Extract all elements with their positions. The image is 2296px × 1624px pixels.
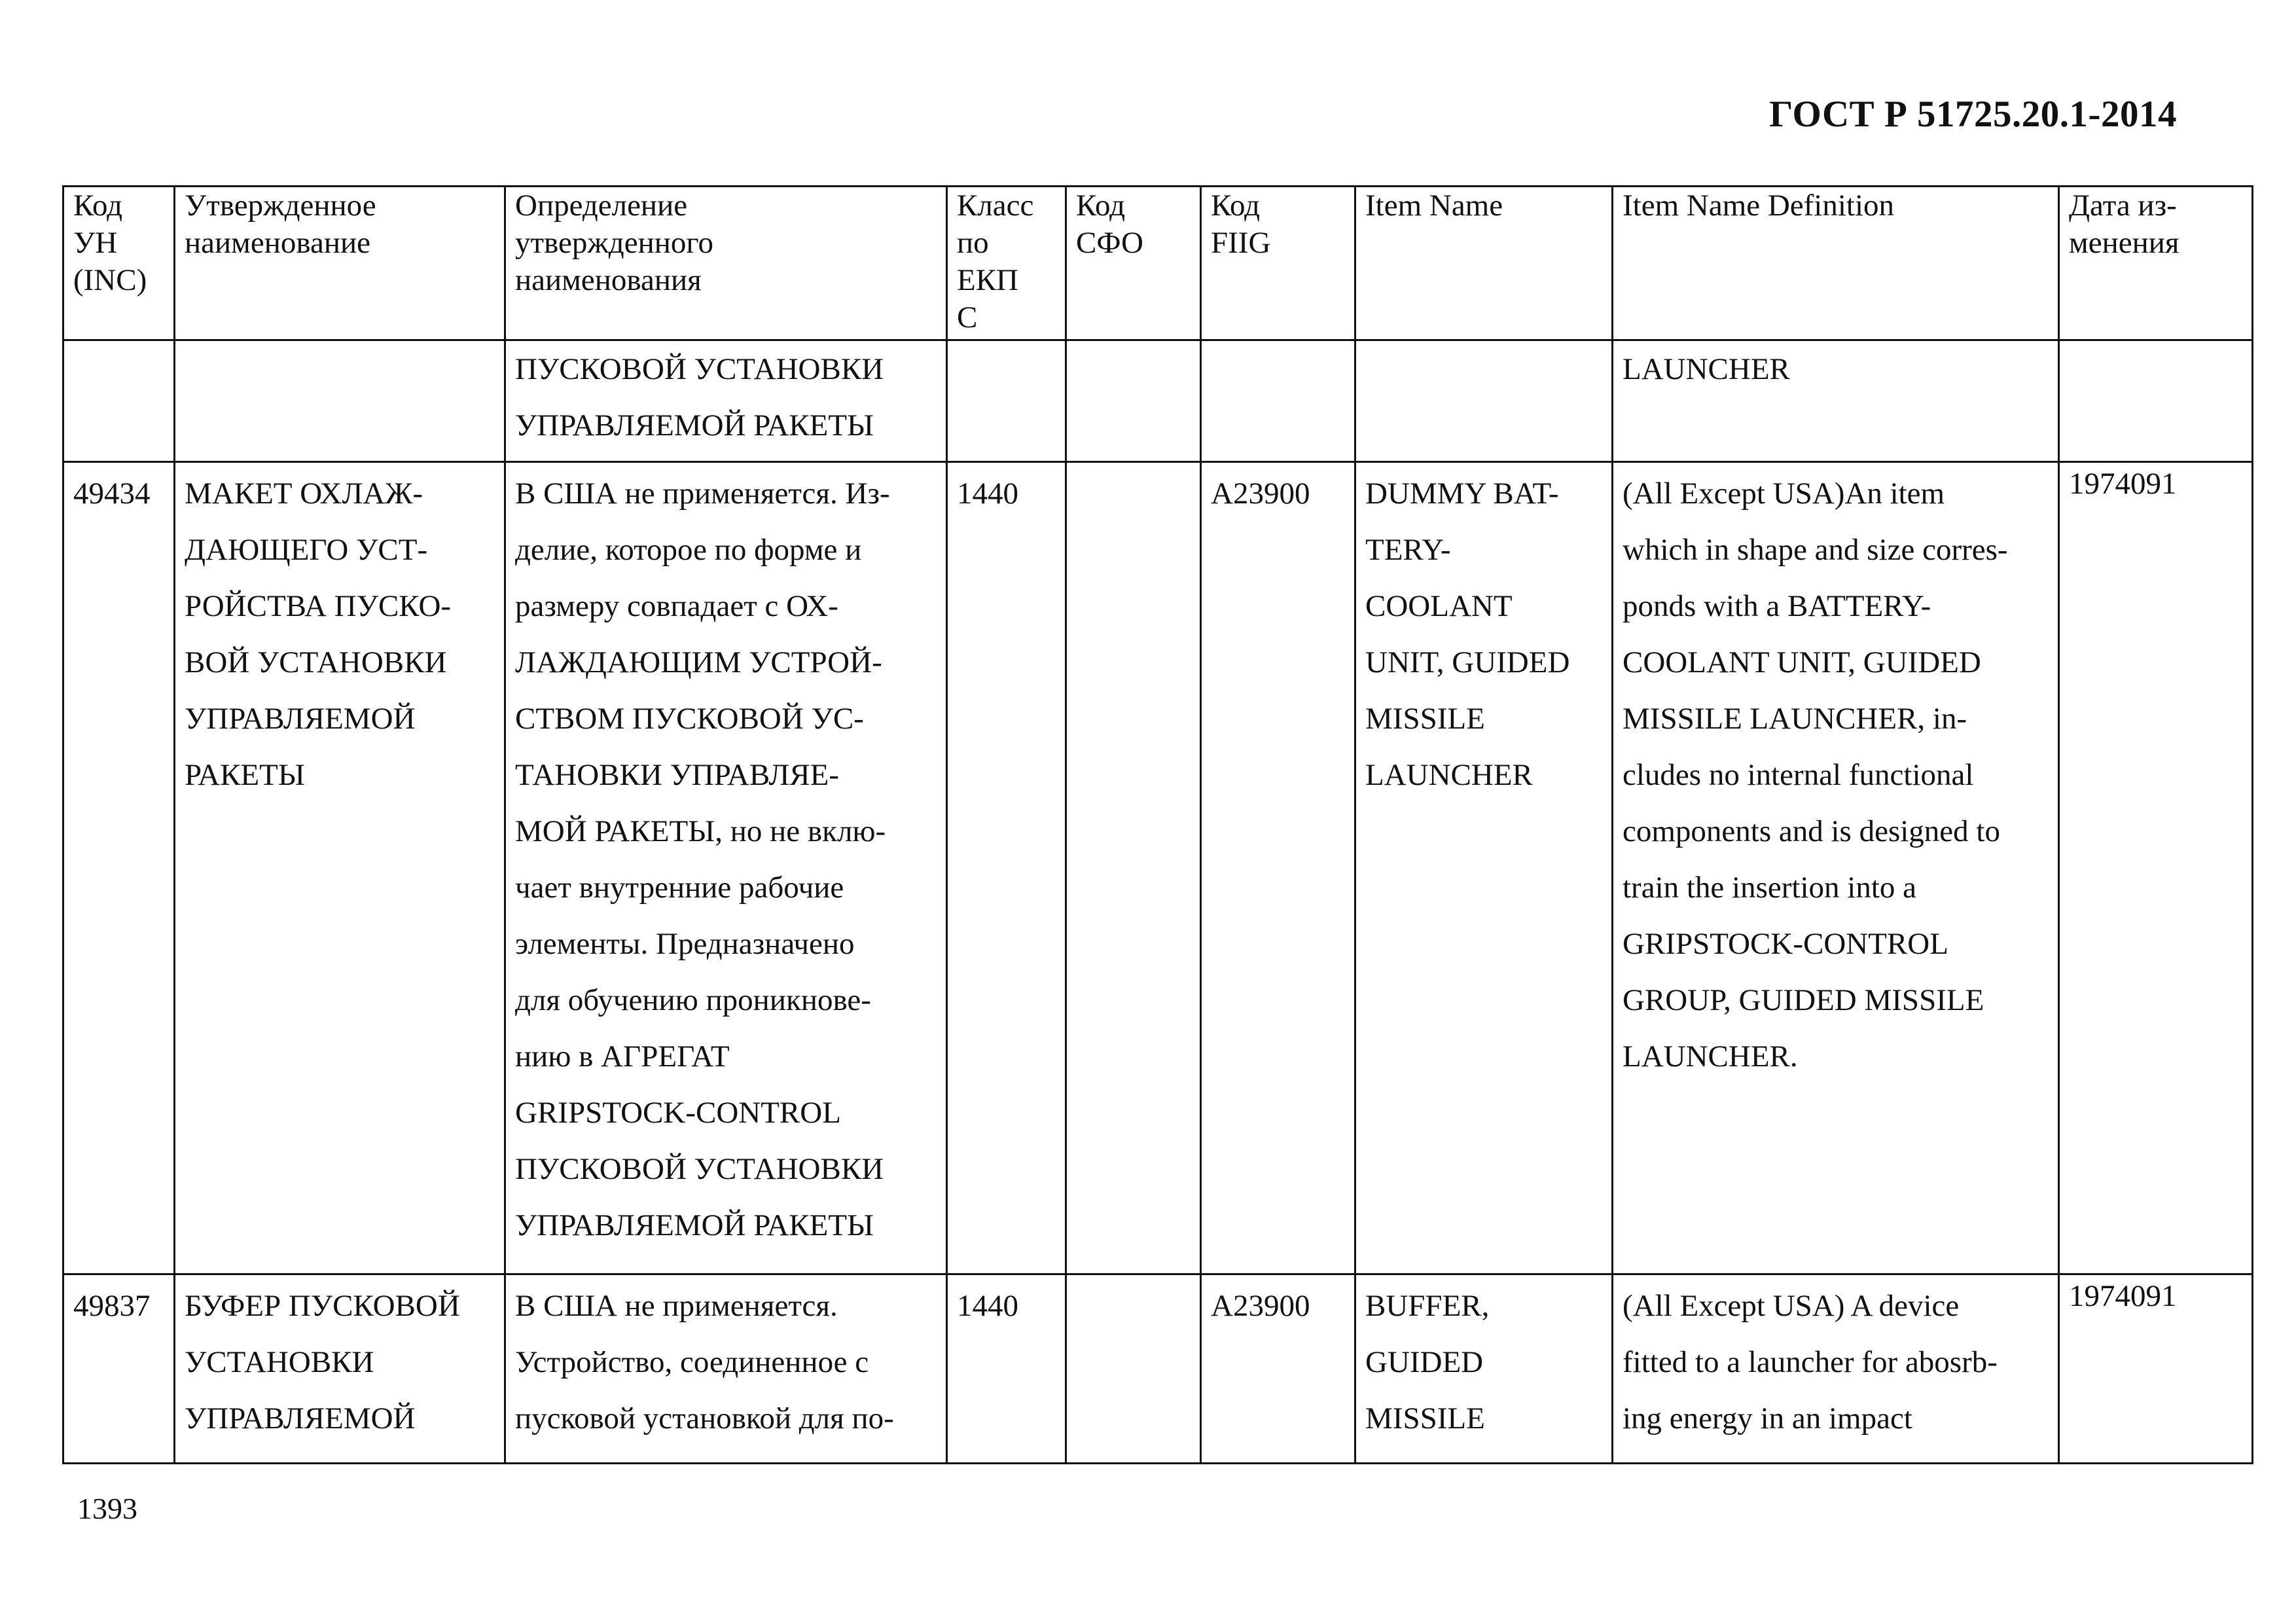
col-item-name-cell bbox=[1355, 1274, 1613, 1464]
cell-text-line: В США не применяется. bbox=[515, 1289, 838, 1323]
col-class-cell bbox=[947, 1274, 1066, 1464]
col-item-def-cell bbox=[1613, 1274, 2059, 1464]
cell-text-line: GROUP, GUIDED MISSILE bbox=[1623, 983, 1984, 1017]
cell-text-line: РАКЕТЫ bbox=[185, 758, 305, 792]
cell-text-line: УСТАНОВКИ bbox=[185, 1345, 374, 1379]
header-line: FIIG bbox=[1211, 226, 1271, 260]
cell-text-line: элементы. Предназначено bbox=[515, 927, 855, 961]
cell-text-line: делие, которое по форме и bbox=[515, 533, 862, 567]
header-line: Код bbox=[73, 189, 123, 223]
cell-text-line: A23900 bbox=[1211, 1289, 1310, 1323]
table-row bbox=[63, 340, 2253, 462]
cell-text-line: ПУСКОВОЙ УСТАНОВКИ bbox=[515, 1152, 884, 1186]
col-fiig-cell bbox=[1201, 340, 1355, 462]
header-line: Код bbox=[1211, 189, 1261, 223]
cell-text-line: для обучению проникнове- bbox=[515, 983, 871, 1017]
header-line: утвержденного bbox=[515, 226, 713, 260]
cell-text-line: (All Except USA)An item bbox=[1623, 477, 1945, 511]
cell-text-line: МАКЕТ ОХЛАЖ- bbox=[185, 477, 423, 511]
cell-text-line: TERY- bbox=[1365, 533, 1451, 567]
cell-text-line: 1974091 bbox=[2069, 467, 2177, 501]
col-class-header bbox=[947, 187, 1066, 340]
cell-text-line: 49434 bbox=[73, 477, 151, 511]
cell-text-line: DUMMY BAT- bbox=[1365, 477, 1559, 511]
header-line: УН bbox=[73, 226, 118, 260]
col-name-cell bbox=[175, 462, 505, 1274]
cell-text-line: пусковой установкой для по- bbox=[515, 1401, 894, 1435]
cell-text-line: 1974091 bbox=[2069, 1279, 2177, 1313]
col-date-cell bbox=[2059, 1274, 2253, 1464]
header-line: менения bbox=[2069, 226, 2179, 260]
col-date-header bbox=[2059, 187, 2253, 340]
cell-text-line: 1440 bbox=[957, 477, 1018, 511]
cell-text-line: СТВОМ ПУСКОВОЙ УС- bbox=[515, 702, 864, 736]
header-line: Дата из- bbox=[2069, 189, 2177, 223]
col-class-cell bbox=[947, 462, 1066, 1274]
col-fiig-cell bbox=[1201, 1274, 1355, 1464]
cell-text-line: МОЙ РАКЕТЫ, но не вклю- bbox=[515, 814, 886, 848]
cell-text-line: A23900 bbox=[1211, 477, 1310, 511]
col-definition-header bbox=[505, 187, 947, 340]
header-line: ЕКП bbox=[957, 263, 1018, 297]
header-line: Определение bbox=[515, 189, 688, 223]
cell-text-line: 49837 bbox=[73, 1289, 151, 1323]
cell-text-line: GRIPSTOCK-CONTROL bbox=[515, 1096, 841, 1130]
col-fiig-header bbox=[1201, 187, 1355, 340]
table-header-row bbox=[63, 187, 2253, 340]
cell-text-line: BUFFER, bbox=[1365, 1289, 1490, 1323]
col-name-cell bbox=[175, 1274, 505, 1464]
cell-text-line: УПРАВЛЯЕМОЙ РАКЕТЫ bbox=[515, 408, 874, 442]
cell-text-line: train the insertion into a bbox=[1623, 871, 1917, 905]
col-item-def-cell bbox=[1613, 340, 2059, 462]
cell-text-line: LAUNCHER bbox=[1623, 352, 1790, 386]
header-line: СФО bbox=[1076, 226, 1143, 260]
cell-text-line: чает внутренние рабочие bbox=[515, 871, 844, 905]
item-name-table bbox=[62, 185, 2253, 1464]
header-line: (INC) bbox=[73, 263, 147, 297]
col-item-name-header bbox=[1355, 187, 1613, 340]
col-name-cell bbox=[175, 340, 505, 462]
header-line: Item Name Definition bbox=[1623, 189, 1895, 223]
header-line: Код bbox=[1076, 189, 1126, 223]
col-sfo-cell bbox=[1066, 462, 1201, 1274]
cell-text-line: Устройство, соединенное с bbox=[515, 1345, 869, 1379]
cell-text-line: нию в АГРЕГАТ bbox=[515, 1039, 730, 1074]
col-inc-cell bbox=[63, 1274, 175, 1464]
col-inc-cell bbox=[63, 340, 175, 462]
col-name-header bbox=[175, 187, 505, 340]
cell-text-line: COOLANT bbox=[1365, 589, 1513, 623]
cell-text-line: MISSILE LAUNCHER, in- bbox=[1623, 702, 1967, 736]
col-inc-header bbox=[63, 187, 175, 340]
cell-text-line: GRIPSTOCK-CONTROL bbox=[1623, 927, 1948, 961]
col-date-cell bbox=[2059, 340, 2253, 462]
cell-text-line: ТАНОВКИ УПРАВЛЯЕ- bbox=[515, 758, 840, 792]
cell-text-line: ЛАЖДАЮЩИМ УСТРОЙ- bbox=[515, 645, 882, 679]
header-line: Класс bbox=[957, 189, 1034, 223]
cell-text-line: УПРАВЛЯЕМОЙ bbox=[185, 702, 416, 736]
cell-text-line: ponds with a BATTERY- bbox=[1623, 589, 1931, 623]
cell-text-line: LAUNCHER. bbox=[1623, 1039, 1798, 1074]
col-class-cell bbox=[947, 340, 1066, 462]
cell-text-line: В США не применяется. Из- bbox=[515, 477, 890, 511]
cell-text-line: fitted to a launcher for abosrb- bbox=[1623, 1345, 1998, 1379]
cell-text-line: MISSILE bbox=[1365, 1401, 1485, 1435]
page-number: 1393 bbox=[77, 1492, 137, 1525]
cell-text-line: УПРАВЛЯЕМОЙ bbox=[185, 1401, 416, 1435]
header-line: С bbox=[957, 300, 978, 334]
cell-text-line: ing energy in an impact bbox=[1623, 1401, 1912, 1435]
header-line: Item Name bbox=[1365, 189, 1503, 223]
cell-text-line: УПРАВЛЯЕМОЙ РАКЕТЫ bbox=[515, 1208, 874, 1242]
header-line: по bbox=[957, 226, 989, 260]
cell-text-line: 1440 bbox=[957, 1289, 1018, 1323]
cell-text-line: РОЙСТВА ПУСКО- bbox=[185, 589, 452, 623]
cell-text-line: which in shape and size corres- bbox=[1623, 533, 2008, 567]
col-item-def-header bbox=[1613, 187, 2059, 340]
cell-text-line: размеру совпадает с ОХ- bbox=[515, 589, 838, 623]
col-fiig-cell bbox=[1201, 462, 1355, 1274]
header-line: Утвержденное bbox=[185, 189, 376, 223]
cell-text-line: components and is designed to bbox=[1623, 814, 2000, 848]
table-row bbox=[63, 462, 2253, 1274]
col-sfo-header bbox=[1066, 187, 1201, 340]
col-item-name-cell bbox=[1355, 462, 1613, 1274]
cell-text-line: GUIDED bbox=[1365, 1345, 1484, 1379]
cell-text-line: MISSILE bbox=[1365, 702, 1485, 736]
cell-text-line: LAUNCHER bbox=[1365, 758, 1533, 792]
header-line: наименование bbox=[185, 226, 371, 260]
col-definition-cell bbox=[505, 1274, 947, 1464]
cell-text-line: (All Except USA) A device bbox=[1623, 1289, 1960, 1323]
document-code: ГОСТ Р 51725.20.1-2014 bbox=[1769, 94, 2177, 135]
cell-text-line: UNIT, GUIDED bbox=[1365, 645, 1570, 679]
cell-text-line: ДАЮЩЕГО УСТ- bbox=[185, 533, 428, 567]
cell-text-line: ПУСКОВОЙ УСТАНОВКИ bbox=[515, 352, 884, 386]
table-row bbox=[63, 1274, 2253, 1464]
cell-text-line: БУФЕР ПУСКОВОЙ bbox=[185, 1289, 460, 1323]
col-definition-cell bbox=[505, 340, 947, 462]
header-line: наименования bbox=[515, 263, 702, 297]
col-inc-cell bbox=[63, 462, 175, 1274]
col-sfo-cell bbox=[1066, 340, 1201, 462]
cell-text-line: COOLANT UNIT, GUIDED bbox=[1623, 645, 1981, 679]
col-definition-cell bbox=[505, 462, 947, 1274]
cell-text-line: ВОЙ УСТАНОВКИ bbox=[185, 645, 447, 679]
col-item-def-cell bbox=[1613, 462, 2059, 1274]
col-sfo-cell bbox=[1066, 1274, 1201, 1464]
col-item-name-cell bbox=[1355, 340, 1613, 462]
cell-text-line: cludes no internal functional bbox=[1623, 758, 1974, 792]
col-date-cell bbox=[2059, 462, 2253, 1274]
